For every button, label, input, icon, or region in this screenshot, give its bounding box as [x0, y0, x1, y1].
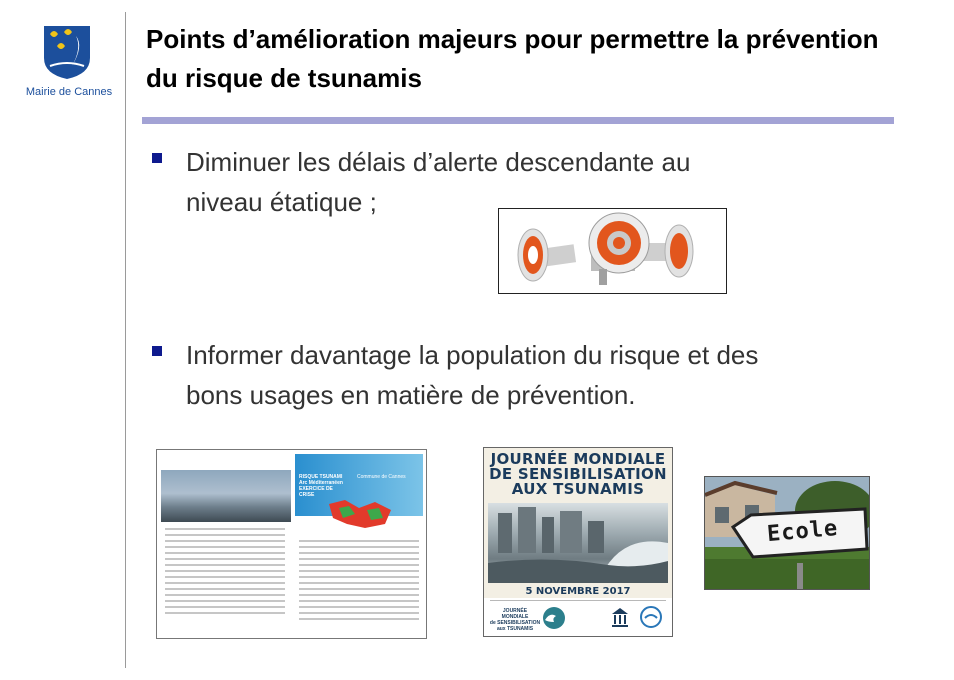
poster-date: 5 NOVEMBRE 2017	[525, 586, 631, 597]
bullet-text: Diminuer les délais d’alerte descendante au niveau étatique ;	[186, 147, 691, 217]
journee-mondiale-poster	[483, 447, 673, 637]
brochure-text-lines	[299, 540, 419, 624]
cannes-logo	[40, 22, 94, 80]
page-title: Points d’amélioration majeurs pour permettre la prévention du risque de tsunamis	[146, 24, 879, 93]
logo-caption: Mairie de Cannes	[25, 86, 113, 98]
megaphones-image	[498, 208, 727, 294]
title-underline	[142, 117, 894, 124]
ecole-sign-photo	[704, 476, 870, 590]
harbour-photo	[161, 470, 291, 522]
poster-footer	[484, 598, 672, 636]
brochure-left-page	[161, 454, 291, 636]
tsunami-brochure-image	[156, 449, 427, 639]
wave-logo-icon	[542, 606, 566, 630]
bullet-text: Informer davantage la population du risque et des bons usages en matière de prévention.	[186, 340, 759, 410]
brochure-banner-text: RISQUE TSUNAMI Arc Méditerranéen EXERCICE DE CRISE	[299, 474, 343, 498]
ioc-logo-icon	[640, 606, 662, 628]
poster-footer-text: JOURNÉE MONDIALE de SENSIBILISATION aux TSUNAMIS	[489, 608, 541, 632]
cannes-map-icon	[325, 494, 395, 534]
square-bullet-icon	[152, 346, 162, 356]
brochure-right-page	[295, 454, 423, 636]
map-label: Commune de Cannes	[357, 474, 406, 480]
unesco-icon	[610, 606, 630, 628]
brochure-text-lines	[165, 528, 285, 618]
poster-title: JOURNÉE MONDIALE DE SENSIBILISATION AUX TSUNAMIS	[489, 450, 667, 498]
vertical-divider	[125, 12, 126, 668]
tsunami-wave-photo	[488, 503, 668, 583]
square-bullet-icon	[152, 153, 162, 163]
ecole-sign-text: Ecole	[766, 515, 840, 548]
